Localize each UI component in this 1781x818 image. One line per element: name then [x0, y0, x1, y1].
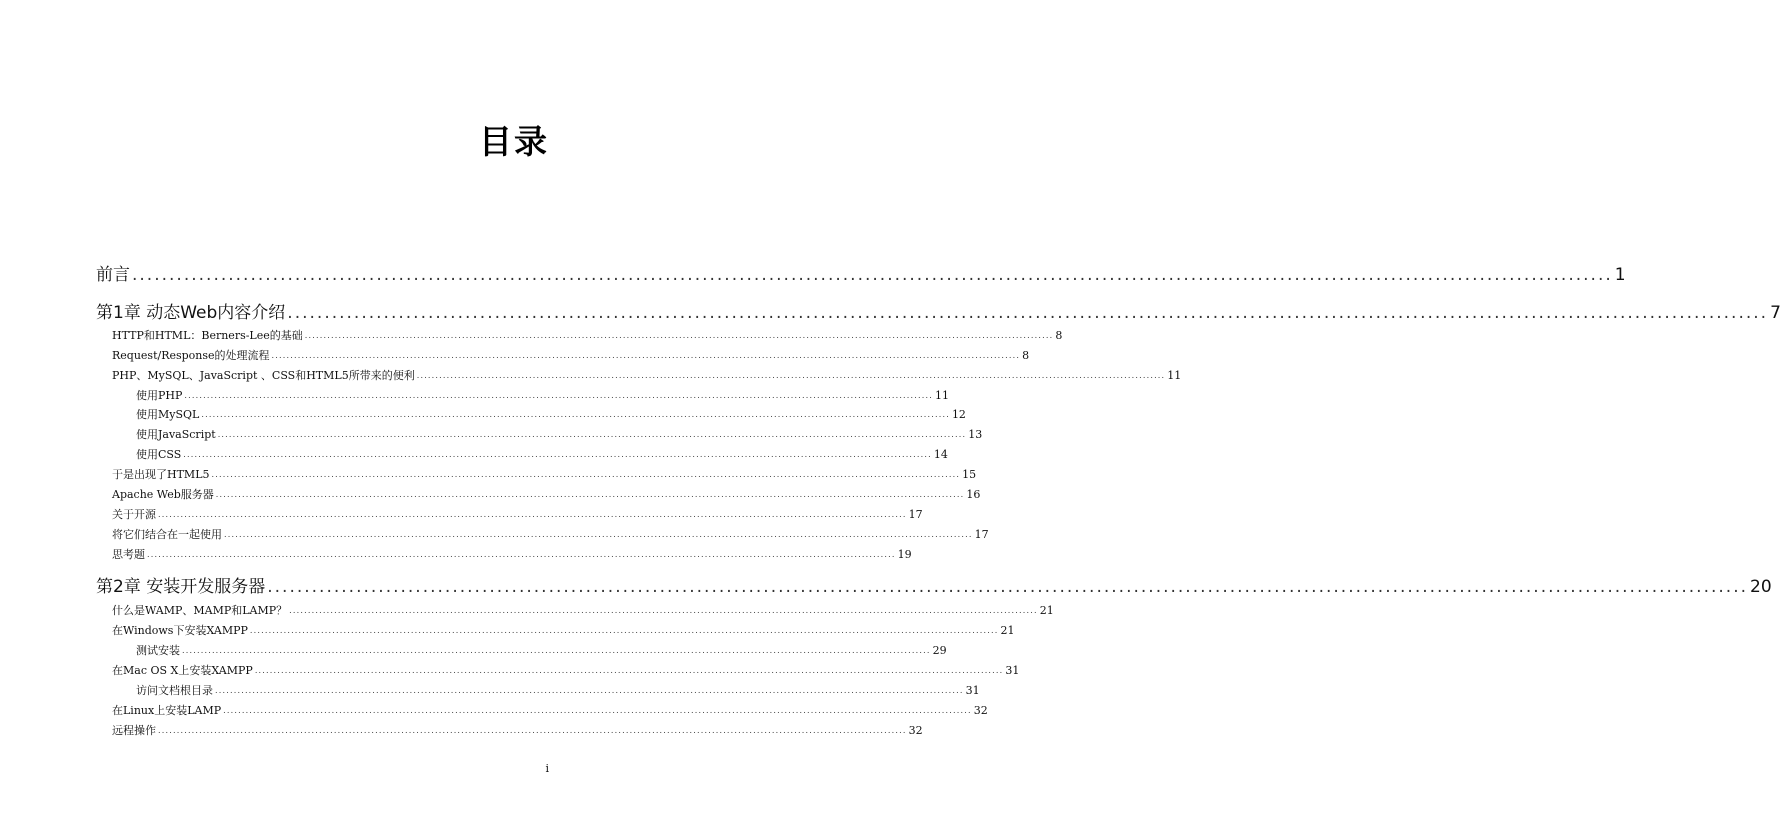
toc-section-entry[interactable]	[112, 368, 1182, 383]
toc-entry-title: HTTP和HTML：Berners-Lee的基础	[112, 329, 303, 342]
toc-entry-title: PHP、MySQL、JavaScript 、CSS和HTML5所带来的便利	[112, 369, 415, 382]
toc-entry-title: 将它们结合在一起使用	[112, 528, 222, 541]
toc-section-entry[interactable]	[136, 643, 947, 658]
toc-leader-dots: ........................................................................................................................................................................................................	[158, 726, 907, 735]
toc-entry-title: 于是出现了HTML5	[112, 468, 210, 481]
toc-leader-dots: ........................................................................................................................................................................................................	[158, 510, 907, 519]
toc-section-entry[interactable]	[112, 487, 981, 502]
toc-section-entry[interactable]	[136, 447, 948, 462]
toc-section-entry[interactable]	[112, 703, 988, 718]
toc-entry-title: 访问文档根目录	[136, 684, 213, 697]
toc-section-entry[interactable]	[136, 407, 966, 422]
toc-section-entry[interactable]	[112, 623, 1015, 638]
toc-leader-dots: ........................................................................................................................................................................................................	[132, 265, 1613, 285]
toc-chapter-entry[interactable]	[96, 302, 1781, 324]
toc-section-entry[interactable]	[136, 683, 980, 698]
toc-section-entry[interactable]	[112, 547, 912, 562]
toc-section-entry[interactable]	[112, 723, 923, 738]
toc-leader-dots: ........................................................................................................................................................................................................	[223, 706, 972, 715]
toc-leader-dots: ........................................................................................................................................................................................................	[287, 303, 1769, 323]
toc-leader-dots: ........................................................................................................................................................................................................	[147, 550, 896, 559]
toc-leader-dots: ........................................................................................................................................................................................................	[215, 686, 964, 695]
toc-section-entry[interactable]	[112, 507, 923, 522]
toc-leader-dots: ........................................................................................................................................................................................................	[249, 626, 999, 635]
toc-entry-title: Apache Web服务器	[112, 488, 214, 501]
toc-section-entry[interactable]	[136, 388, 949, 403]
toc-chapter-entry[interactable]	[96, 264, 1626, 286]
toc-entry-page: 12	[951, 408, 966, 421]
toc-entry-page: 32	[973, 704, 988, 717]
toc-leader-dots: ........................................................................................................................................................................................................	[254, 666, 1004, 675]
toc-entry-title: 第2章 安装开发服务器	[96, 577, 266, 597]
toc-entry-title: 什么是WAMP、MAMP和LAMP？	[112, 604, 288, 617]
toc-leader-dots: ........................................................................................................................................................................................................	[416, 371, 1166, 380]
toc-entry-page: 11	[935, 389, 949, 402]
toc-entry-title: 使用MySQL	[136, 408, 200, 421]
toc-entry-title: 在Mac OS X上安装XAMPP	[112, 664, 253, 677]
toc-leader-dots: ........................................................................................................................................................................................................	[289, 606, 1038, 615]
toc-section-entry[interactable]	[112, 348, 1030, 363]
toc-entry-title: Request/Response的处理流程	[112, 349, 270, 362]
toc-entry-page: 31	[965, 684, 980, 697]
toc-entry-page: 17	[974, 528, 989, 541]
page-number: i	[545, 762, 549, 775]
toc-section-entry[interactable]	[112, 663, 1020, 678]
toc-leader-dots: ........................................................................................................................................................................................................	[201, 410, 950, 419]
toc-section-entry[interactable]	[112, 527, 989, 542]
toc-leader-dots: ........................................................................................................................................................................................................	[271, 351, 1021, 360]
toc-entry-title: 第1章 动态Web内容介绍	[96, 303, 286, 323]
toc-leader-dots: ........................................................................................................................................................................................................	[304, 331, 1054, 340]
toc-leader-dots: ........................................................................................................................................................................................................	[215, 490, 965, 499]
toc-entry-page: 11	[1167, 369, 1182, 382]
toc-leader-dots: ........................................................................................................................................................................................................	[224, 530, 973, 539]
toc-entry-page: 29	[932, 644, 947, 657]
toc-leader-dots: ........................................................................................................................................................................................................	[184, 391, 933, 400]
toc-entry-page: 32	[908, 724, 923, 737]
toc-leader-dots: ........................................................................................................................................................................................................	[211, 470, 961, 479]
toc-entry-page: 21	[1000, 624, 1015, 637]
toc-entry-page: 31	[1005, 664, 1020, 677]
toc-entry-page: 7	[1770, 303, 1781, 323]
toc-entry-page: 17	[908, 508, 923, 521]
toc-entry-page: 16	[966, 488, 981, 501]
toc-entry-page: 15	[962, 468, 977, 481]
toc-entry-title: 前言	[96, 265, 130, 285]
toc-entry-page: 21	[1039, 604, 1054, 617]
toc-entry-title: 在Windows下安装XAMPP	[112, 624, 248, 637]
toc-entry-page: 13	[968, 428, 983, 441]
toc-entry-page: 19	[897, 548, 912, 561]
toc-entry-title: 关于开源	[112, 508, 156, 521]
toc-section-entry[interactable]	[136, 427, 983, 442]
toc-entry-title: 测试安装	[136, 644, 180, 657]
toc-entry-title: 使用CSS	[136, 448, 182, 461]
toc-section-entry[interactable]	[112, 603, 1054, 618]
toc-leader-dots: ........................................................................................................................................................................................................	[183, 450, 932, 459]
toc-entry-title: 远程操作	[112, 724, 156, 737]
toc-entry-title: 使用JavaScript	[136, 428, 216, 441]
page-title: 目录	[479, 122, 549, 161]
toc-chapter-entry[interactable]	[96, 576, 1772, 598]
toc-section-entry[interactable]	[112, 467, 977, 482]
toc-leader-dots: ........................................................................................................................................................................................................	[267, 577, 1748, 597]
toc-entry-page: 20	[1750, 577, 1772, 597]
toc-entry-title: 在Linux上安装LAMP	[112, 704, 222, 717]
toc-leader-dots: ........................................................................................................................................................................................................	[217, 430, 967, 439]
toc-entry-page: 14	[933, 448, 948, 461]
toc-entry-page: 8	[1022, 349, 1030, 362]
toc-entry-page: 1	[1614, 265, 1626, 285]
toc-entry-title: 思考题	[112, 548, 145, 561]
toc-section-entry[interactable]	[112, 328, 1063, 343]
toc-entry-title: 使用PHP	[136, 389, 183, 402]
toc-leader-dots: ........................................................................................................................................................................................................	[182, 646, 931, 655]
toc-entry-page: 8	[1055, 329, 1063, 342]
